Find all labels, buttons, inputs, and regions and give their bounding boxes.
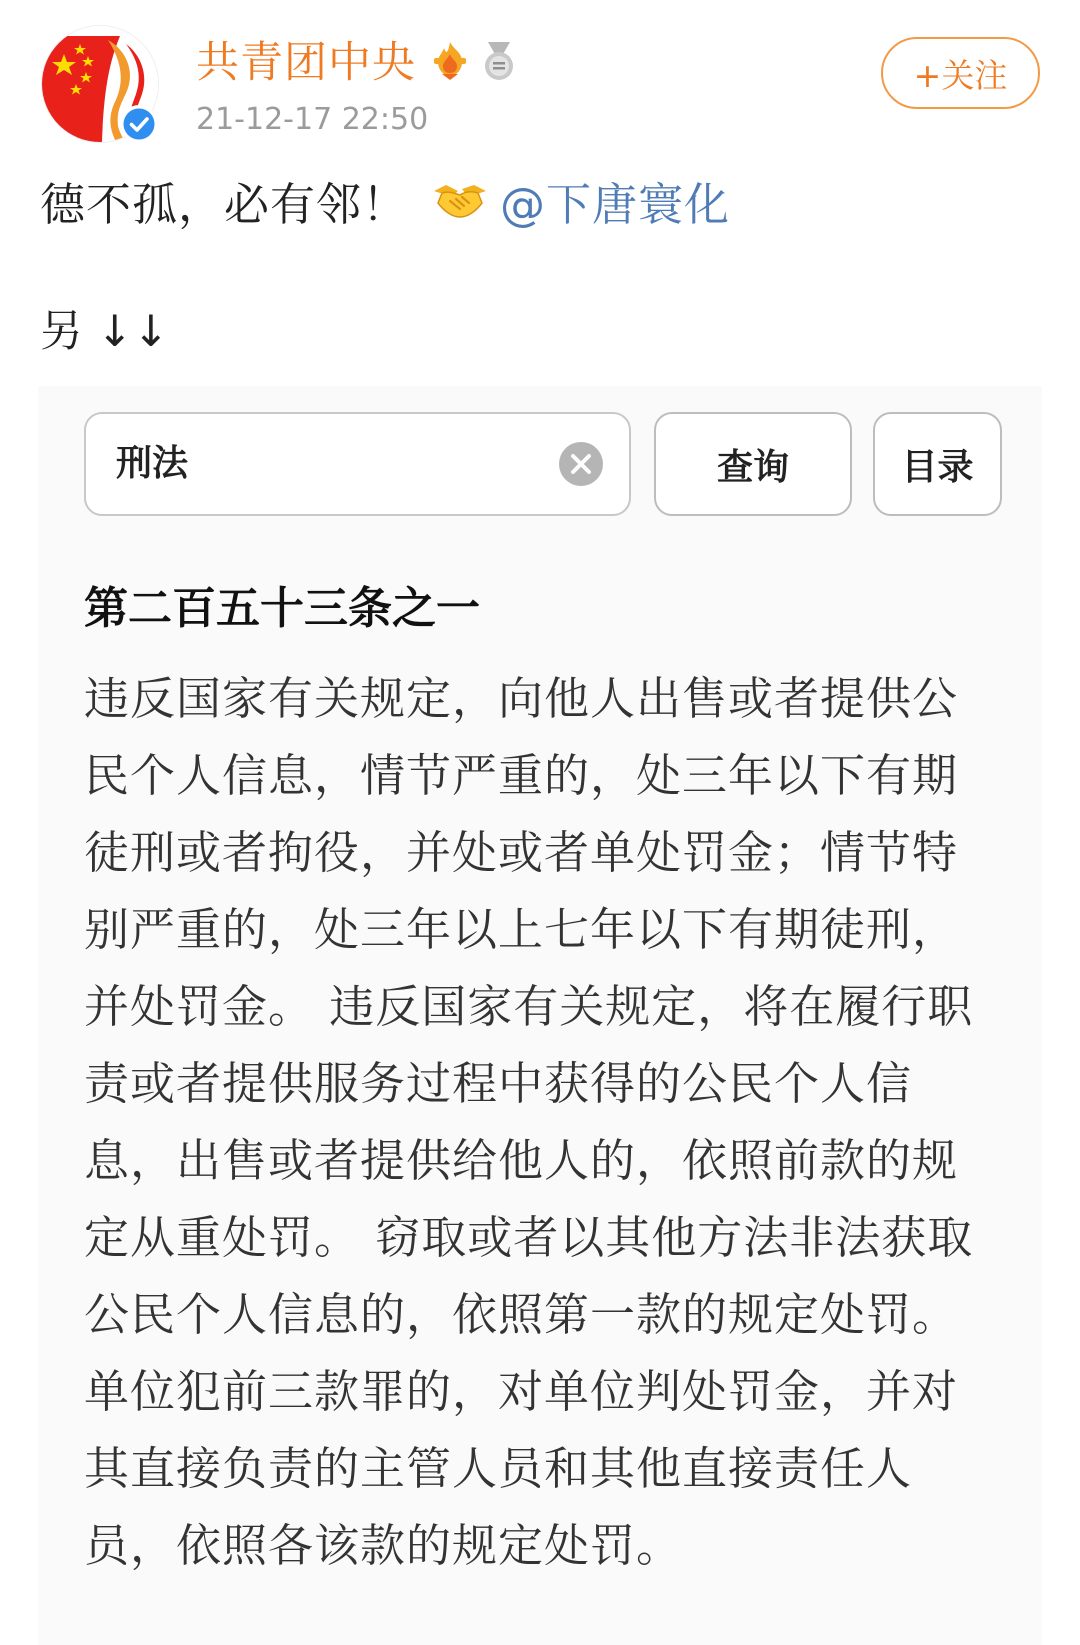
handshake-emoji-icon — [432, 177, 488, 223]
post-text: 德不孤，必有邻！ — [40, 177, 409, 231]
article-line: 息，出售或者提供给他人的，依照前款的规 — [84, 1134, 959, 1187]
article-line: 并处罚金。 违反国家有关规定，将在履行职 — [84, 980, 974, 1033]
search-input-value: 刑法 — [116, 443, 189, 484]
article-line: 别严重的，处三年以上七年以下有期徒刑， — [84, 903, 959, 956]
article-body — [84, 660, 1034, 1584]
post-text-line-2: 另 ↓↓ — [40, 307, 169, 357]
article-line: 公民个人信息的，依照第一款的规定处罚。 — [84, 1288, 959, 1341]
search-input[interactable] — [84, 412, 631, 516]
article-line: 定从重处罚。 窃取或者以其他方法非法获取 — [84, 1211, 974, 1264]
article-line: 员，依照各该款的规定处罚。 — [84, 1519, 683, 1572]
article-line: 违反国家有关规定，向他人出售或者提供公 — [84, 672, 959, 725]
author-name[interactable]: 共青团中央 — [196, 38, 416, 88]
follow-button[interactable]: +关注 — [881, 37, 1040, 109]
post-text-line-1 — [40, 170, 730, 230]
clear-icon[interactable] — [558, 441, 604, 487]
article-line: 责或者提供服务过程中获得的公民个人信 — [84, 1057, 913, 1110]
article-line: 民个人信息，情节严重的，处三年以下有期 — [84, 749, 959, 802]
verified-badge-icon — [119, 104, 159, 144]
mention-link[interactable]: @下唐寰化 — [500, 177, 731, 231]
article-line: 徒刑或者拘役，并处或者单处罚金；情节特 — [84, 826, 959, 879]
post-timestamp: 21-12-17 22:50 — [196, 102, 429, 137]
article-title: 第二百五十三条之一 — [84, 583, 480, 634]
fire-badge-icon[interactable] — [430, 40, 470, 82]
catalog-button[interactable]: 目录 — [873, 412, 1002, 516]
article-line: 单位犯前三款罪的，对单位判处罚金，并对 — [84, 1365, 959, 1418]
medal-badge-icon[interactable] — [480, 40, 518, 82]
article-line: 其直接负责的主管人员和其他直接责任人 — [84, 1442, 913, 1495]
query-button[interactable]: 查询 — [654, 412, 852, 516]
